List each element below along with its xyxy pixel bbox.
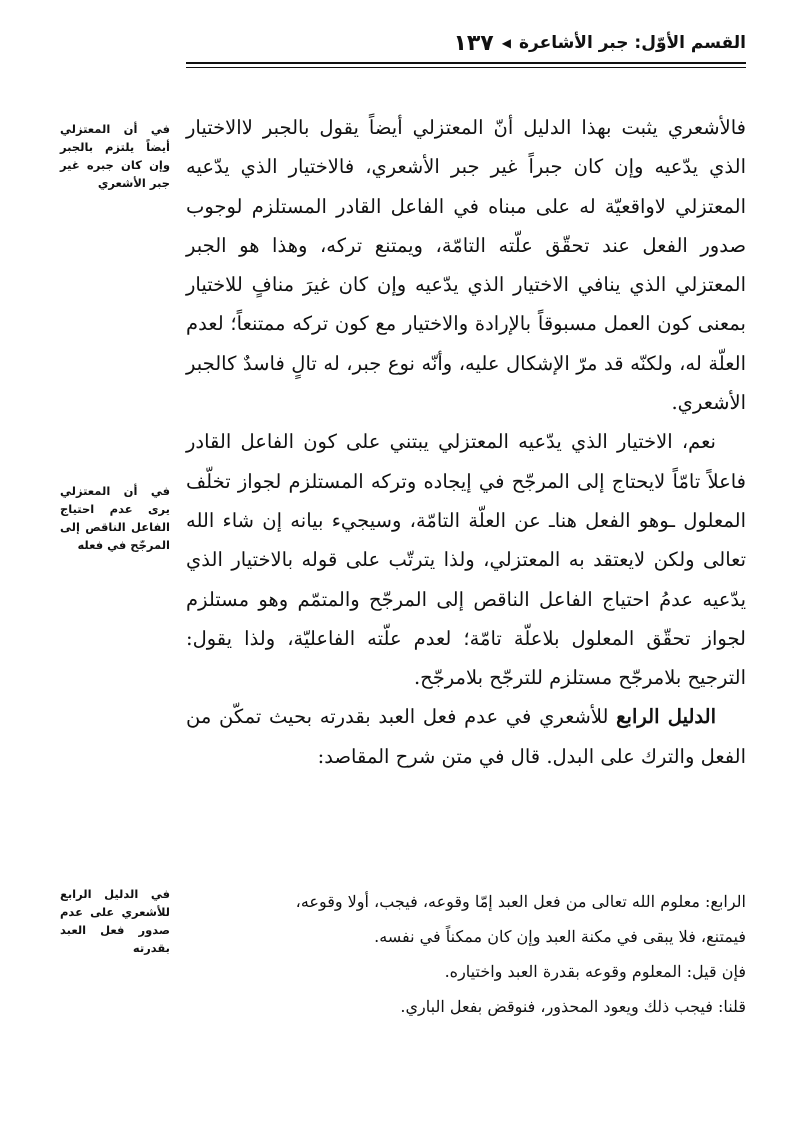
header-title: القسم الأوّل: جبر الأشاعرة [518,33,746,53]
running-header [186,28,746,58]
paragraph-3 [186,697,746,776]
paragraph-3-heading: الدليل الرابع [616,705,716,729]
main-text [186,108,746,786]
margin-note-2: في أن المعتزلي يرى عدم احتياج الفاعل الناقص إلى المرجّح في فعله [60,484,170,552]
page-number: ١٣٧ [453,30,494,56]
margin-note-1: في أن المعتزلي أيضاً يلتزم بالجبر وإن كان جبره غير جبر الأشعري [60,122,170,190]
header-arrow-icon: ◀ [501,36,511,50]
quote-line-2: فيمتنع، فلا يبقى في مكنة العبد وإن كان ممكناً في نفسه. [374,927,746,946]
quoted-text [290,884,746,1024]
paragraph-2: نعم، الاختيار الذي يدّعيه المعتزلي يبتني على كون الفاعل القادر فاعلاً تامّاً لايحتاج إلى المرجّح في إيجاده وتركه المستلزم لجواز تخلّف المعلول ـوهو الفعل هناـ عن العلّة التامّة، وسيجيء بيانه إن شاء الله تعالى ولكن لايعتقد به المعتزلي، ولذا يترتّب على قوله بالاختيار الذي يدّعيه عدمُ احتياج الفاعل الناقص إلى المرجّح والمتمّم وهو مستلزم لجواز تحقّق المعلول بلاعلّة تامّة؛ لعدم علّته الفاعليّة، ولذا يقول: الترجيح بلامرجّح مستلزم للترجّح بلامرجّح. [186,430,746,690]
quote-line-4: قلنا: فيجب ذلك ويعود المحذور، فنوقض بفعل الباري. [400,997,746,1016]
header-rule-thick [186,62,746,64]
margin-note-3: في الدليل الرابع للأشعري على عدم صدور فعل العبد بقدرته [60,887,170,955]
quote-line-3: فإن قيل: المعلوم وقوعه بقدرة العبد واختياره. [444,962,746,981]
paragraph-3-text: للأشعري في عدم فعل العبد بقدرته بحيث تمكّن من الفعل والترك على البدل. قال في متن شرح المقاصد: [186,705,746,768]
quote-line-1: الرابع: معلوم الله تعالى من فعل العبد إمّا وقوعه، فيجب، أولا وقوعه، [295,892,746,911]
paragraph-1: فالأشعري يثبت بهذا الدليل أنّ المعتزلي أيضاً يقول بالجبر لاالاختيار الذي يدّعيه وإن كان جبراً غير جبر الأشعري، فالاختيار الذي يدّعيه المعتزلي لاواقعيّة له على مبناه في الفاعل القادر المستلزم لوجوب صدور الفعل عند تحقّق علّته التامّة، ويمتنع تركه، وهذا هو الجبر المعتزلي الذي ينافي الاختيار الذي يدّعيه وإن كان غيرَ منافٍ للاختيار بمعنى كون العمل مسبوقاً بالإرادة والاختيار مع كون تركه ممتنعاً؛ لعدم العلّة له، ولكنّه قد مرّ الإشكال عليه، وأنّه نوع جبر، له تالٍ فاسدٌ كالجبر الأشعري. [186,116,746,415]
header-rule-thin [186,67,746,68]
